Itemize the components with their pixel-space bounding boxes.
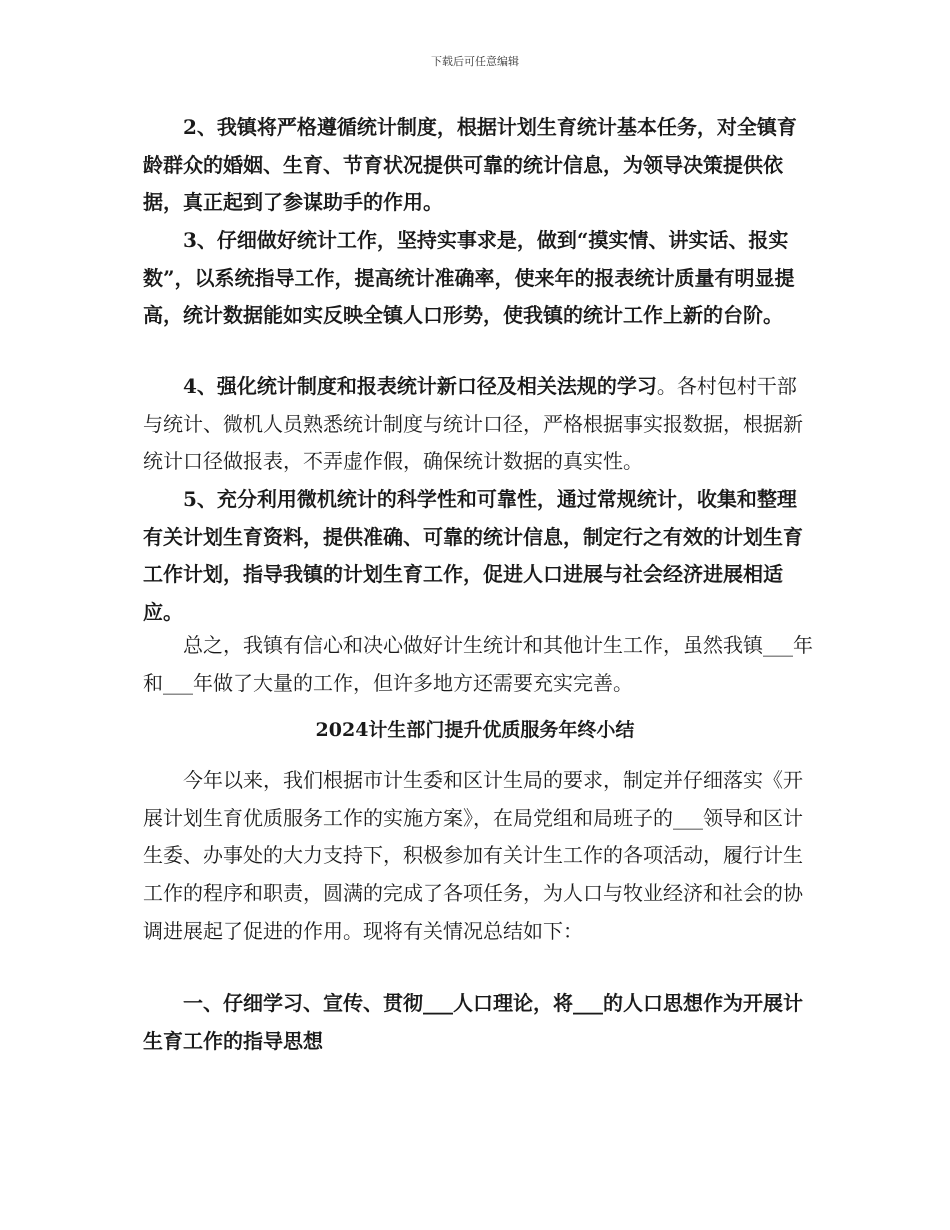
heading-one-bold: 一、仔细学习、宣传、贯彻___人口理论，将___的人口思想作为开展计生育工作的指导思想	[143, 991, 803, 1053]
paragraph-4-text: 。各村包村干部与统计、微机人员熟悉统计制度与统计口径，严格根据事实报数据，根据新统计口径做报表，不弄虚作假，确保统计数据的真实性。	[143, 374, 803, 474]
paragraph-5	[143, 481, 813, 632]
paragraph-4	[143, 368, 813, 481]
intro-text: 今年以来，我们根据市计生委和区计生局的要求，制定并仔细落实《开展计划生育优质服务工作的实施方案》，在局党组和局班子的___领导和区计生委、办事处的大力支持下，积极参加有关计生工作的各项活动，履行计生工作的程序和职责，圆满的完成了各项任务，为人口与牧业经济和社会的协调进展起了促进的作用。现将有关情况总结如下：	[143, 768, 803, 943]
section-title: 2024计生部门提升优质服务年终小结	[315, 719, 635, 741]
intro-paragraph	[143, 762, 813, 951]
paragraph-3	[143, 222, 813, 335]
summary-paragraph	[143, 627, 813, 702]
paragraph-2	[143, 109, 813, 222]
paragraph-4-bold: 4、强化统计制度和报表统计新口径及相关法规的学习	[183, 374, 657, 398]
paragraph-2-bold: 2、我镇将严格遵循统计制度，根据计划生育统计基本任务，对全镇育龄群众的婚姻、生育、节育状况提供可靠的统计信息，为领导决策提供依据，真正起到了参谋助手的作用。	[143, 115, 797, 215]
summary-text: 总之，我镇有信心和决心做好计生统计和其他计生工作，虽然我镇___年和___年做了大量的工作，但许多地方还需要充实完善。	[143, 633, 813, 695]
page-header: 下载后可任意编辑	[431, 55, 519, 68]
heading-one	[143, 985, 813, 1060]
paragraph-5-bold: 5、充分利用微机统计的科学性和可靠性，通过常规统计，收集和整理有关计划生育资料，提供准确、可靠的统计信息，制定行之有效的计划生育工作计划，指导我镇的计划生育工作，促进人口进展与社会经济进展相适应。	[143, 487, 803, 625]
paragraph-3-bold: 3、仔细做好统计工作，坚持实事求是，做到“摸实情、讲实话、报实数”，以系统指导工作，提高统计准确率，使来年的报表统计质量有明显提高，统计数据能如实反映全镇人口形势，使我镇的统计工作上新的台阶。	[143, 228, 795, 328]
